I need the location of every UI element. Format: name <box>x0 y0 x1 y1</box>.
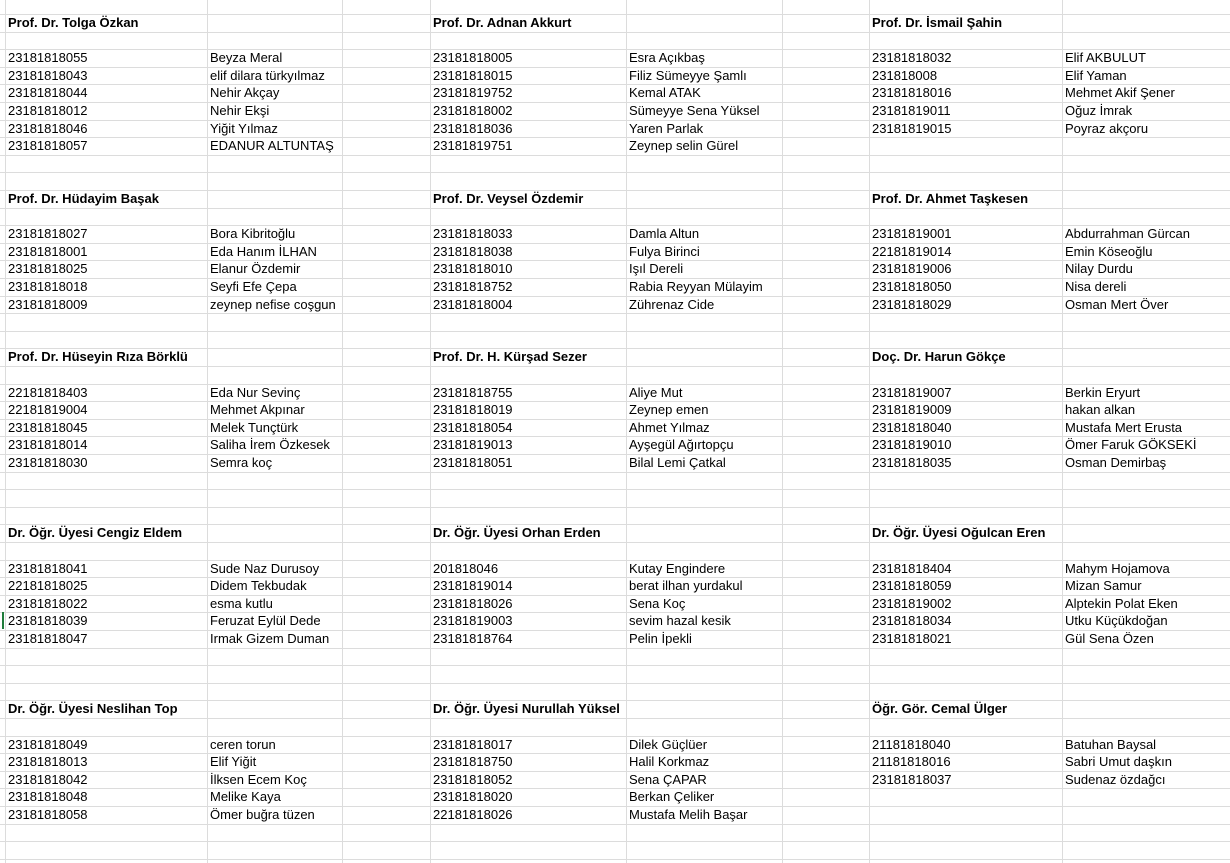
row-gridline <box>0 542 1230 543</box>
student-id-cell[interactable]: 23181818037 <box>872 771 952 787</box>
row-gridline <box>0 172 1230 173</box>
student-id-cell[interactable]: 23181819006 <box>872 261 952 277</box>
student-name-cell[interactable]: Poyraz akçoru <box>1065 120 1149 136</box>
student-name-cell[interactable]: Eda Hanım İLHAN <box>210 243 317 259</box>
student-name-cell[interactable]: esma kutlu <box>210 595 273 611</box>
advisor-header-cell[interactable]: Öğr. Gör. Cemal Ülger <box>872 701 1008 717</box>
advisor-header-cell[interactable]: Prof. Dr. Tolga Özkan <box>8 15 139 30</box>
student-name-cell[interactable]: Sudenaz özdağcı <box>1065 771 1166 787</box>
student-id-cell[interactable]: 23181818036 <box>433 120 513 136</box>
student-id-cell[interactable]: 23181818040 <box>872 419 952 435</box>
student-id-cell[interactable]: 23181818002 <box>433 103 513 118</box>
student-id-cell[interactable]: 23181818032 <box>872 50 952 66</box>
student-id-cell[interactable]: 23181818010 <box>433 261 513 277</box>
student-name-cell[interactable]: ceren torun <box>210 736 276 752</box>
row-gridline <box>0 32 1230 33</box>
student-id-cell[interactable]: 23181819003 <box>433 613 513 629</box>
advisor-header-cell[interactable]: Dr. Öğr. Üyesi Nurullah Yüksel <box>433 701 620 717</box>
student-id-cell[interactable]: 23181818039 <box>8 613 88 629</box>
student-name-cell[interactable]: sevim hazal kesik <box>629 613 731 629</box>
student-name-cell[interactable]: Oğuz İmrak <box>1065 103 1133 118</box>
student-name-cell[interactable]: Batuhan Baysal <box>1065 736 1157 752</box>
student-name-cell[interactable]: Saliha İrem Özkesek <box>210 437 330 453</box>
student-id-cell[interactable]: 21181818040 <box>872 736 951 752</box>
student-name-cell[interactable]: Nehir Ekşi <box>210 103 270 118</box>
student-name-cell[interactable]: Sena Koç <box>629 595 686 611</box>
student-id-cell[interactable]: 23181819013 <box>433 437 513 453</box>
student-name-cell[interactable]: Zeynep selin Gürel <box>629 138 739 154</box>
student-id-cell[interactable]: 23181819011 <box>872 103 951 118</box>
student-name-cell[interactable]: İlksen Ecem Koç <box>210 771 307 787</box>
student-id-cell[interactable]: 23181818054 <box>433 419 513 435</box>
student-name-cell[interactable]: berat ilhan yurdakul <box>629 578 743 594</box>
student-id-cell[interactable]: 22181818403 <box>8 384 88 400</box>
student-id-cell[interactable]: 23181818059 <box>872 578 952 594</box>
student-name-cell[interactable]: Berkin Eryurt <box>1065 384 1141 400</box>
student-name-cell[interactable]: Işıl Dereli <box>629 261 684 277</box>
student-id-cell[interactable]: 23181818049 <box>8 736 88 752</box>
student-id-cell[interactable]: 23181818005 <box>433 50 513 66</box>
student-name-cell[interactable]: Sude Naz Durusoy <box>210 560 320 576</box>
student-name-cell[interactable]: Irmak Gizem Duman <box>210 631 330 646</box>
student-name-cell[interactable]: Eda Nur Sevinç <box>210 384 301 400</box>
row-gridline <box>0 366 1230 367</box>
student-id-cell[interactable]: 23181818055 <box>8 50 88 66</box>
row-gridline <box>0 331 1230 332</box>
student-name-cell[interactable]: Zührenaz Cide <box>629 296 715 312</box>
row-gridline <box>0 507 1230 508</box>
student-id-cell[interactable]: 23181818029 <box>872 296 952 312</box>
advisor-header-cell[interactable]: Dr. Öğr. Üyesi Cengiz Eldem <box>8 525 183 541</box>
student-name-cell[interactable]: Bora Kibritoğlu <box>210 226 296 242</box>
row-gridline <box>0 683 1230 684</box>
student-name-cell[interactable]: Pelin İpekli <box>629 631 692 646</box>
student-id-cell[interactable]: 21181818016 <box>872 754 951 770</box>
student-id-cell[interactable]: 23181818020 <box>433 789 513 805</box>
student-id-cell[interactable]: 23181818046 <box>8 120 88 136</box>
student-id-cell[interactable]: 23181819751 <box>433 138 513 154</box>
row-gridline <box>0 208 1230 209</box>
advisor-header-cell[interactable]: Prof. Dr. Hüdayim Başak <box>8 191 159 206</box>
student-name-cell[interactable]: Utku Küçükdoğan <box>1065 613 1168 629</box>
student-id-cell[interactable]: 23181818013 <box>8 754 88 770</box>
student-name-cell[interactable]: Ömer Faruk GÖKSEKİ <box>1065 437 1197 453</box>
student-name-cell[interactable]: Elif Yiğit <box>210 754 257 770</box>
student-id-cell[interactable]: 23181819010 <box>872 437 952 453</box>
advisor-header-cell[interactable]: Dr. Öğr. Üyesi Neslihan Top <box>8 701 178 717</box>
student-name-cell[interactable]: Filiz Sümeyye Şamlı <box>629 67 747 83</box>
student-name-cell[interactable]: Sümeyye Sena Yüksel <box>629 103 760 118</box>
student-id-cell[interactable]: 23181819001 <box>872 226 952 242</box>
student-name-cell[interactable]: Osman Demirbaş <box>1065 455 1167 470</box>
student-id-cell[interactable]: 23181818033 <box>433 226 513 242</box>
student-id-cell[interactable]: 23181819015 <box>872 120 952 136</box>
student-id-cell[interactable]: 23181818764 <box>433 631 513 646</box>
student-id-cell[interactable]: 23181818009 <box>8 296 88 312</box>
student-name-cell[interactable]: Kemal ATAK <box>629 85 701 101</box>
student-name-cell[interactable]: Yaren Parlak <box>629 120 704 136</box>
student-id-cell[interactable]: 22181818025 <box>8 578 88 594</box>
student-name-cell[interactable]: Emin Köseoğlu <box>1065 243 1153 259</box>
advisor-header-cell[interactable]: Prof. Dr. Veysel Özdemir <box>433 191 584 206</box>
student-id-cell[interactable]: 23181819009 <box>872 402 952 418</box>
student-id-cell[interactable]: 23181818012 <box>8 103 88 118</box>
student-name-cell[interactable]: zeynep nefise coşgun <box>210 296 336 312</box>
student-id-cell[interactable]: 23181818404 <box>872 560 952 576</box>
row-gridline <box>0 489 1230 490</box>
student-name-cell[interactable]: Sabri Umut daşkın <box>1065 754 1172 770</box>
student-name-cell[interactable]: Berkan Çeliker <box>629 789 715 805</box>
student-name-cell[interactable]: Yiğit Yılmaz <box>210 120 278 136</box>
student-id-cell[interactable]: 23181819752 <box>433 85 513 101</box>
student-name-cell[interactable]: Mustafa Mert Erusta <box>1065 419 1183 435</box>
student-id-cell[interactable]: 23181818017 <box>433 736 513 752</box>
student-id-cell[interactable]: 23181818018 <box>8 279 88 294</box>
student-id-cell[interactable]: 23181818051 <box>433 455 513 470</box>
student-name-cell[interactable]: Alptekin Polat Eken <box>1065 595 1178 611</box>
student-name-cell[interactable]: Gül Sena Özen <box>1065 631 1154 646</box>
student-id-cell[interactable]: 23181818047 <box>8 631 88 646</box>
student-id-cell[interactable]: 23181818057 <box>8 138 88 154</box>
student-name-cell[interactable]: Fulya Birinci <box>629 243 700 259</box>
student-id-cell[interactable]: 23181818048 <box>8 789 88 805</box>
student-id-cell[interactable]: 23181818752 <box>433 279 513 294</box>
student-id-cell[interactable]: 23181818021 <box>872 631 952 646</box>
advisor-header-cell[interactable]: Prof. Dr. Hüseyin Rıza Börklü <box>8 349 188 365</box>
student-name-cell[interactable]: Melek Tunçtürk <box>210 419 299 435</box>
student-name-cell[interactable]: Elif AKBULUT <box>1065 50 1146 66</box>
student-id-cell[interactable]: 23181819002 <box>872 595 952 611</box>
student-name-cell[interactable]: Elanur Özdemir <box>210 261 301 277</box>
student-name-cell[interactable]: Dilek Güçlüer <box>629 736 708 752</box>
advisor-header-cell[interactable]: Prof. Dr. Ahmet Taşkesen <box>872 191 1029 206</box>
student-name-cell[interactable]: Halil Korkmaz <box>629 754 710 770</box>
student-name-cell[interactable]: Abdurrahman Gürcan <box>1065 226 1191 242</box>
advisor-header-cell[interactable]: Doç. Dr. Harun Gökçe <box>872 349 1006 365</box>
student-name-cell[interactable]: Aliye Mut <box>629 384 683 400</box>
student-id-cell[interactable]: 23181818004 <box>433 296 513 312</box>
student-name-cell[interactable]: Ahmet Yılmaz <box>629 419 710 435</box>
student-id-cell[interactable]: 23181818016 <box>872 85 952 101</box>
student-name-cell[interactable]: Nisa dereli <box>1065 279 1127 294</box>
student-id-cell[interactable]: 23181818052 <box>433 771 513 787</box>
row-gridline <box>0 648 1230 649</box>
student-id-cell[interactable]: 23181819014 <box>433 578 513 594</box>
student-id-cell[interactable]: 23181818755 <box>433 384 513 400</box>
student-id-cell[interactable]: 23181818041 <box>8 560 88 576</box>
student-id-cell[interactable]: 23181818042 <box>8 771 88 787</box>
student-id-cell[interactable]: 23181818022 <box>8 595 88 611</box>
student-id-cell[interactable]: 23181818026 <box>433 595 513 611</box>
student-name-cell[interactable]: Damla Altun <box>629 226 700 242</box>
student-id-cell[interactable]: 22181818026 <box>433 807 513 822</box>
student-id-cell[interactable]: 23181818015 <box>433 67 513 83</box>
row-gridline <box>0 472 1230 473</box>
student-name-cell[interactable]: Semra koç <box>210 455 273 470</box>
student-id-cell[interactable]: 23181818035 <box>872 455 952 470</box>
student-name-cell[interactable]: EDANUR ALTUNTAŞ <box>210 138 334 154</box>
student-id-cell[interactable]: 23181818044 <box>8 85 88 101</box>
student-id-cell[interactable]: 23181818034 <box>872 613 952 629</box>
student-id-cell[interactable]: 23181818001 <box>8 243 88 259</box>
student-id-cell[interactable]: 23181818045 <box>8 419 88 435</box>
student-name-cell[interactable]: Mustafa Melih Başar <box>629 807 748 822</box>
student-name-cell[interactable]: Zeynep emen <box>629 402 709 418</box>
student-name-cell[interactable]: Esra Açıkbaş <box>629 50 705 66</box>
student-id-cell[interactable]: 23181818014 <box>8 437 88 453</box>
student-name-cell[interactable]: Rabia Reyyan Mülayim <box>629 279 763 294</box>
student-id-cell[interactable]: 23181818027 <box>8 226 88 242</box>
student-id-cell[interactable]: 23181818050 <box>872 279 952 294</box>
student-name-cell[interactable]: Mizan Samur <box>1065 578 1142 594</box>
student-name-cell[interactable]: Melike Kaya <box>210 789 281 805</box>
student-name-cell[interactable]: Mahym Hojamova <box>1065 560 1170 576</box>
student-id-cell[interactable]: 23181818750 <box>433 754 513 770</box>
row-gridline <box>0 718 1230 719</box>
row-gridline <box>0 859 1230 860</box>
row-gridline <box>0 824 1230 825</box>
active-cell-indicator <box>2 612 4 629</box>
student-id-cell[interactable]: 23181818043 <box>8 67 88 83</box>
student-name-cell[interactable]: Seyfi Efe Çepa <box>210 279 297 294</box>
student-name-cell[interactable]: Feruzat Eylül Dede <box>210 613 321 629</box>
student-id-cell[interactable]: 23181818030 <box>8 455 88 470</box>
row-gridline <box>0 665 1230 666</box>
student-id-cell[interactable]: 23181818025 <box>8 261 88 277</box>
student-name-cell[interactable]: Bilal Lemi Çatkal <box>629 455 726 470</box>
student-name-cell[interactable]: Sena ÇAPAR <box>629 771 707 787</box>
advisor-header-cell[interactable]: Prof. Dr. Adnan Akkurt <box>433 15 572 30</box>
student-id-cell[interactable]: 23181818019 <box>433 402 513 418</box>
student-name-cell[interactable]: Osman Mert Över <box>1065 296 1169 312</box>
student-name-cell[interactable]: Nehir Akçay <box>210 85 280 101</box>
student-name-cell[interactable]: Elif Yaman <box>1065 67 1127 83</box>
student-name-cell[interactable]: elif dilara türkyılmaz <box>210 67 325 83</box>
student-id-cell[interactable]: 23181818038 <box>433 243 513 259</box>
advisor-header-cell[interactable]: Prof. Dr. H. Kürşad Sezer <box>433 349 587 365</box>
student-name-cell[interactable]: hakan alkan <box>1065 402 1136 418</box>
student-name-cell[interactable]: Kutay Engindere <box>629 560 726 576</box>
student-name-cell[interactable]: Mehmet Akpınar <box>210 402 305 418</box>
student-id-cell[interactable]: 231818008 <box>872 67 938 83</box>
student-id-cell[interactable]: 201818046 <box>433 560 499 576</box>
student-name-cell[interactable]: Beyza Meral <box>210 50 283 66</box>
student-name-cell[interactable]: Ömer buğra tüzen <box>210 807 315 822</box>
student-name-cell[interactable]: Didem Tekbudak <box>210 578 307 594</box>
student-id-cell[interactable]: 23181818058 <box>8 807 88 822</box>
advisor-header-cell[interactable]: Prof. Dr. İsmail Şahin <box>872 15 1003 30</box>
student-name-cell[interactable]: Mehmet Akif Şener <box>1065 85 1175 101</box>
advisor-header-cell[interactable]: Dr. Öğr. Üyesi Orhan Erden <box>433 525 601 541</box>
student-name-cell[interactable]: Ayşegül Ağırtopçu <box>629 437 734 453</box>
row-gridline <box>0 841 1230 842</box>
row-gridline <box>0 155 1230 156</box>
student-name-cell[interactable]: Nilay Durdu <box>1065 261 1133 277</box>
student-id-cell[interactable]: 22181819004 <box>8 402 88 418</box>
student-id-cell[interactable]: 23181819007 <box>872 384 952 400</box>
student-id-cell[interactable]: 22181819014 <box>872 243 952 259</box>
advisor-header-cell[interactable]: Dr. Öğr. Üyesi Oğulcan Eren <box>872 525 1046 541</box>
